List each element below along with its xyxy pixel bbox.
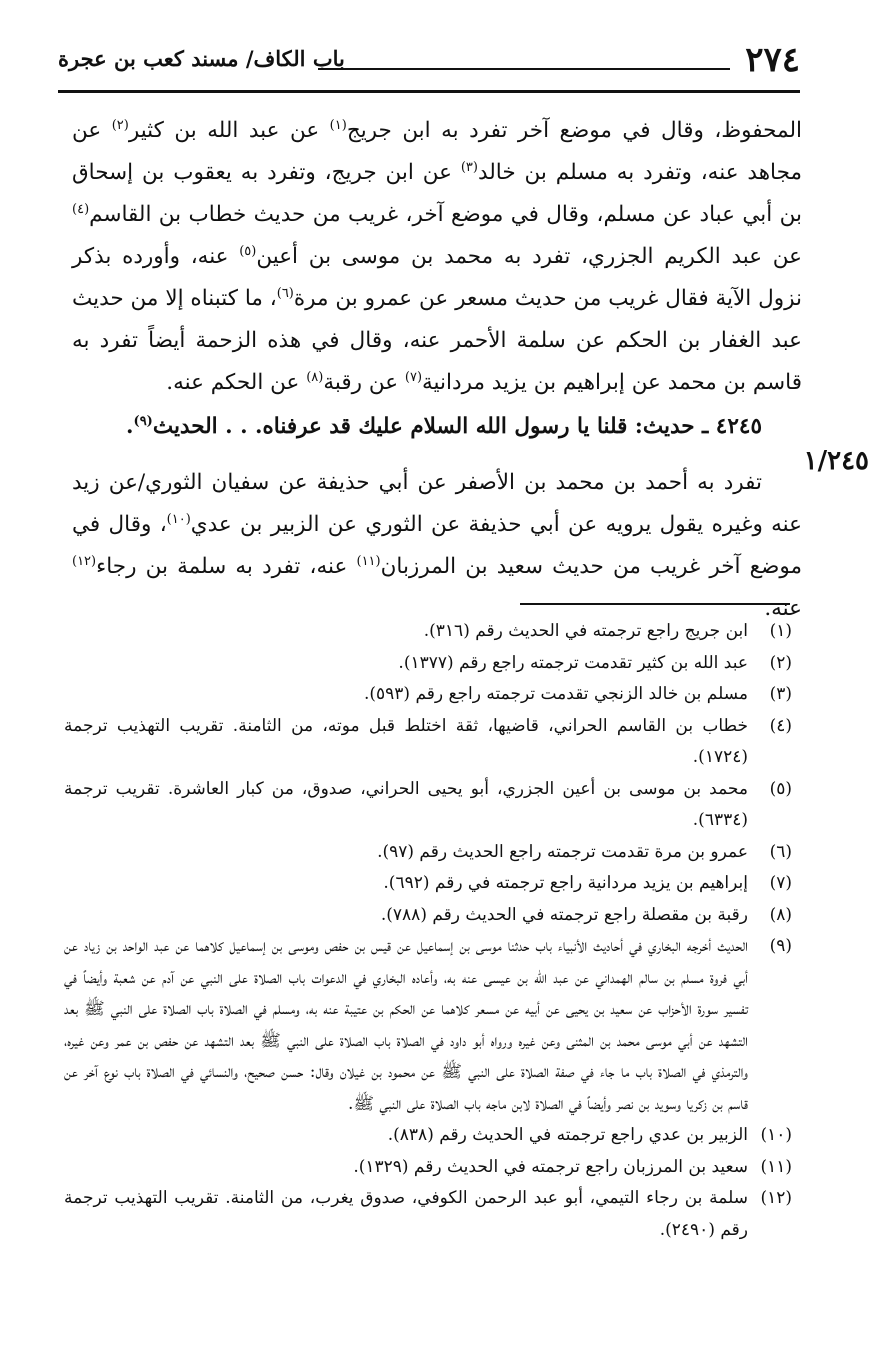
text-segment: عنه، تفرد به سلمة بن رجاء <box>96 554 357 579</box>
hadith-end: . <box>126 414 134 439</box>
footnote <box>64 711 792 774</box>
footnote-number: (٨) <box>769 904 792 925</box>
footnote-ref: (٤) <box>72 201 90 217</box>
footnote <box>64 616 792 648</box>
page-number: ٢٧٤ <box>745 40 800 80</box>
footnote-ref: (١٢) <box>72 553 97 569</box>
footnote-number: (١٢) <box>760 1188 792 1208</box>
footnote <box>64 1152 792 1184</box>
footnote-text: الزبير بن عدي راجع ترجمته في الحديث رقم (٨٣٨). <box>387 1125 748 1145</box>
footnote-number: (٤) <box>769 715 792 736</box>
footnote-ref: (٥) <box>239 243 257 259</box>
paragraph-1 <box>72 110 802 404</box>
hadith-heading <box>72 406 802 448</box>
footnote <box>64 1120 792 1152</box>
footnote <box>64 774 792 837</box>
text-segment: عن رقبة <box>323 370 405 395</box>
text-segment: عنه. <box>764 596 802 621</box>
footnote-text: مسلم بن خالد الزنجي تقدمت ترجمته راجع رقم (٥٩٣). <box>363 684 748 704</box>
footnote-number: (١) <box>769 621 792 641</box>
header-dash-line <box>318 68 730 70</box>
footnote-number: (١١) <box>760 1156 792 1177</box>
footnote-number: (٢) <box>769 652 792 673</box>
footnote <box>64 679 792 711</box>
footnote-text: خطاب بن القاسم الحراني، قاضيها، ثقة اختلط قبل موته، من الثامنة. تقريب التهذيب ترجمة (١٧٢٤). <box>64 715 748 767</box>
footnote-number: (٧) <box>769 873 792 893</box>
footnote <box>64 837 792 869</box>
footnote-ref: (٦) <box>276 285 294 301</box>
footnote <box>64 868 792 900</box>
text-segment: عن عبد الله بن كثير <box>128 118 330 143</box>
page-header <box>58 38 800 96</box>
footnote <box>64 931 792 1120</box>
header-rule <box>58 90 800 93</box>
footnote <box>64 1183 792 1246</box>
text-segment: عن عبد الكريم الجزري، تفرد به محمد بن موسى بن أعين <box>256 244 802 269</box>
margin-folio-note: ١/٢٤٥ <box>803 446 869 476</box>
footnote-separator <box>520 603 790 605</box>
footnote-text: عمرو بن مرة تقدمت ترجمته راجع الحديث رقم (٩٧). <box>377 841 748 862</box>
footnote-ref: (٢) <box>111 117 129 133</box>
text-segment: ، ما كتبناه إلا من حديث عبد الغفار بن الحكم عن سلمة الأحمر عنه، وقال في هذه الزحمة أيضاً تفرد به قاسم بن محمد عن إبراهيم بن يزيد مردانية <box>72 286 802 395</box>
footnote-text: ابن جريج راجع ترجمته في الحديث رقم (٣١٦). <box>423 621 748 641</box>
footnote-ref: (١) <box>329 117 347 133</box>
footnote-ref: (٣) <box>460 159 478 175</box>
footnote-number: (٩) <box>769 936 792 956</box>
hadith-text: قلنا يا رسول الله السلام عليك قد عرفناه. . . الحديث <box>152 414 628 439</box>
footnote <box>64 900 792 932</box>
footnote <box>64 648 792 680</box>
running-title: باب الكاف/ مسند كعب بن عجرة <box>58 46 345 71</box>
text-segment: ، وقال في موضع آخر غريب من حديث سعيد بن المرزبان <box>72 512 803 579</box>
footnote-text: سلمة بن رجاء التيمي، أبو عبد الرحمن الكوفي، صدوق يغرب، من الثامنة. تقريب التهذيب ترجمة رقم (٢٤٩٠). <box>64 1188 748 1240</box>
footnote-ref: (٧) <box>404 369 423 385</box>
footnote-text: إبراهيم بن يزيد مردانية راجع ترجمته في رقم (٦٩٢). <box>383 873 748 893</box>
footnote-number: (٥) <box>769 778 792 799</box>
footnote-ref: (١١) <box>356 553 381 569</box>
footnote-number: (٣) <box>769 684 792 704</box>
text-segment: عن مجاهد عنه، وتفرد به مسلم بن خالد <box>72 118 802 185</box>
footnote-text: سعيد بن المرزبان راجع ترجمته في الحديث رقم (١٣٢٩). <box>353 1156 748 1177</box>
hadith-number: ٤٢٤٥ <box>715 414 762 439</box>
footnote-text: الحديث أخرجه البخاري في أحاديث الأنبياء باب حدثنا موسى بن إسماعيل عن قيس بن حفص وموسى بن إسماعيل كلاهما عن عبد الواحد بن زياد عن أبي فروة مسلم بن سالم الهمداني عن عبد الله بن عيسى عنه به، وأعاده البخاري في الدعوات باب الصلاة على النبي عن آدم عن شعبة وأيضاً في تفسير سورة الأحزاب عن سعيد بن يحيى عن أبيه عن مسعر كلاهما عن الحكم بن عتيبة عنه به، ومسلم في الصلاة باب الصلاة على النبي ﷺ بعد التشهد عن أبي موسى محمد بن المثنى وعن غيره ورواه أبو داود في الصلاة باب الصلاة على النبي ﷺ بعد التشهد عن حفص بن عمر وعن غيره، والترمذي في الصلاة باب ما جاء في صفة الصلاة على النبي ﷺ عن محمود بن غيلان وقال: حسن صحيح، والنسائي في الصلاة باب نوع آخر عن قاسم بن زكريا وسويد بن نصر وأيضاً في الصلاة لابن ماجه باب الصلاة على النبي ﷺ. <box>64 936 748 1114</box>
text-segment: عنه، وأورده بذكر نزول الآية فقال غريب من حديث مسعر عن عمرو بن مرة <box>72 244 802 311</box>
hadith-label: ـ حديث: <box>627 414 716 439</box>
footnote-ref: (١٠) <box>166 511 191 527</box>
footnote-text: رقبة بن مقصلة راجع ترجمته في الحديث رقم (٧٨٨). <box>380 904 748 925</box>
text-segment: عن الحكم عنه. <box>166 370 307 395</box>
text-segment: عن ابن جريج، وتفرد به يعقوب بن إسحاق بن أبي عباد عن مسلم، وقال في موضع آخر، غريب من حديث خطاب بن القاسم <box>72 160 802 227</box>
footnote-text: محمد بن موسى بن أعين الجزري، أبو يحيى الحراني، صدوق، من كبار العاشرة. تقريب ترجمة (٦٣٣٤). <box>64 778 748 830</box>
main-text <box>72 110 802 630</box>
footnote-number: (١٠) <box>760 1125 792 1145</box>
text-segment: تفرد به أحمد بن محمد بن الأصفر عن أبي حذيفة عن سفيان الثوري/عن زيد عنه وغيره يقول يرويه عن أبي حذيفة عن الثوري عن الزبير بن عدي <box>72 470 803 537</box>
footnote-number: (٦) <box>769 841 792 862</box>
text-segment: المحفوظ، وقال في موضع آخر تفرد به ابن جريج <box>346 118 802 143</box>
footnote-ref: (٨) <box>306 369 324 385</box>
footnote-ref: (٩) <box>133 413 153 429</box>
footnotes <box>64 616 792 1246</box>
footnote-text: عبد الله بن كثير تقدمت ترجمته راجع رقم (١٣٧٧). <box>398 652 748 673</box>
